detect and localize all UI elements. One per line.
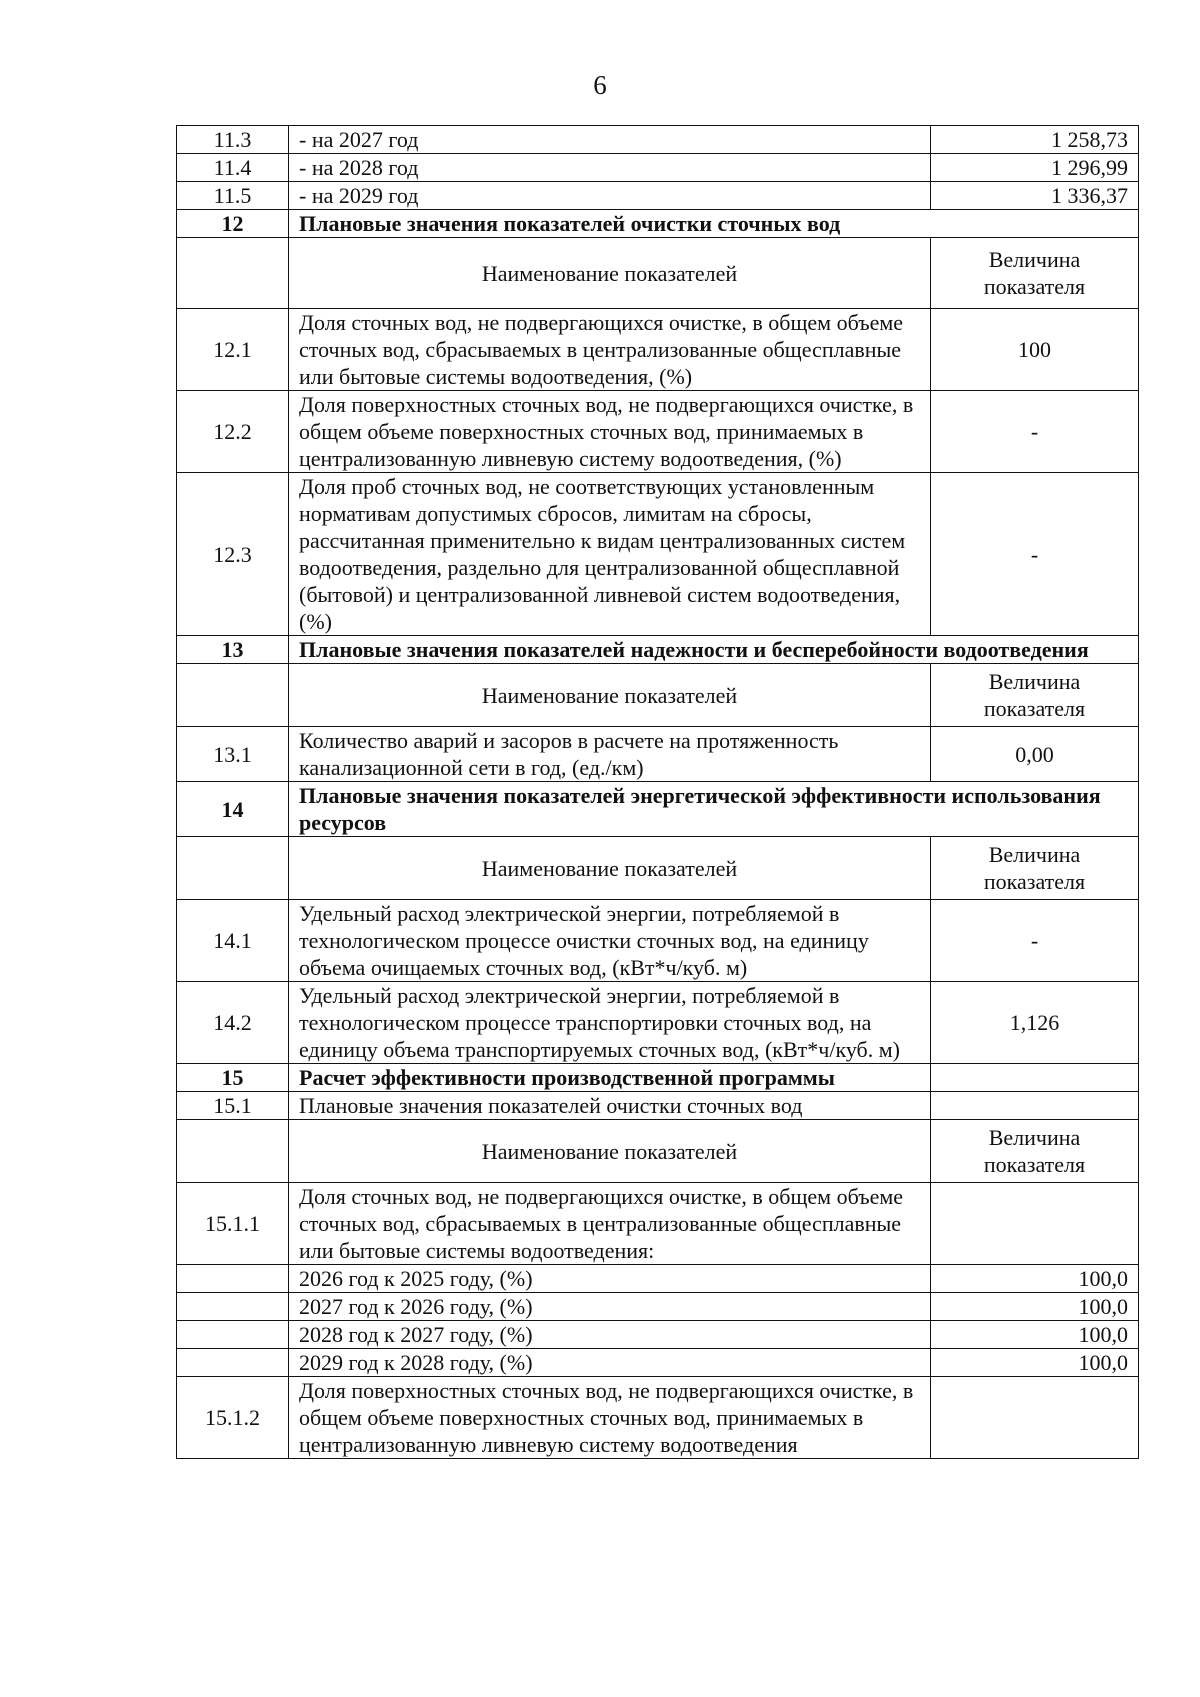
row-name: - на 2028 год bbox=[289, 154, 931, 182]
table-row bbox=[177, 900, 1139, 982]
row-name: 2026 год к 2025 году, (%) bbox=[289, 1265, 931, 1293]
row-number: 15.1.1 bbox=[177, 1183, 289, 1265]
row-number: 12.3 bbox=[177, 473, 289, 636]
table-row bbox=[177, 1377, 1139, 1459]
row-value: 1,126 bbox=[931, 982, 1139, 1064]
row-name: Удельный расход электрической энергии, потребляемой в технологическом процессе очистки сточных вод, на единицу объема очищаемых сточных вод, (кВт*ч/куб. м) bbox=[289, 900, 931, 982]
header-name: Наименование показателей bbox=[289, 664, 931, 727]
row-value: 100 bbox=[931, 309, 1139, 391]
indicators-table bbox=[176, 125, 1139, 1459]
row-number: 15.1 bbox=[177, 1092, 289, 1120]
column-header-row bbox=[177, 837, 1139, 900]
section-title: Плановые значения показателей энергетической эффективности использования ресурсов bbox=[289, 782, 1139, 837]
row-value: 1 336,37 bbox=[931, 182, 1139, 210]
table-row bbox=[177, 1293, 1139, 1321]
table-row bbox=[177, 154, 1139, 182]
row-value: 1 258,73 bbox=[931, 126, 1139, 154]
table-row bbox=[177, 126, 1139, 154]
row-value: 100,0 bbox=[931, 1293, 1139, 1321]
header-name: Наименование показателей bbox=[289, 1120, 931, 1183]
table-row bbox=[177, 1321, 1139, 1349]
section-row bbox=[177, 210, 1139, 238]
row-value: - bbox=[931, 473, 1139, 636]
row-name: - на 2027 год bbox=[289, 126, 931, 154]
column-header-row bbox=[177, 238, 1139, 309]
table-row bbox=[177, 1092, 1139, 1120]
row-value: 0,00 bbox=[931, 727, 1139, 782]
row-value: - bbox=[931, 391, 1139, 473]
section-row bbox=[177, 782, 1139, 837]
row-name: Доля поверхностных сточных вод, не подвергающихся очистке, в общем объеме поверхностных сточных вод, принимаемых в централизованную ливневую систему водоотведения bbox=[289, 1377, 931, 1459]
header-name: Наименование показателей bbox=[289, 837, 931, 900]
table-row bbox=[177, 473, 1139, 636]
row-value: 100,0 bbox=[931, 1265, 1139, 1293]
row-value: 100,0 bbox=[931, 1349, 1139, 1377]
page-number: 6 bbox=[593, 70, 607, 100]
row-name: Доля проб сточных вод, не соответствующих установленным нормативам допустимых сбросов, лимитам на сбросы, рассчитанная применительно к видам централизованных систем водоотведения, раздельно для централизованной общесплавной (бытовой) и централизованной ливневой систем водоотведения, (%) bbox=[289, 473, 931, 636]
header-value: Величина показателя bbox=[931, 837, 1139, 900]
section-number: 12 bbox=[177, 210, 289, 238]
table-row bbox=[177, 1265, 1139, 1293]
section-row bbox=[177, 1064, 1139, 1092]
table-row bbox=[177, 1349, 1139, 1377]
section-number: 14 bbox=[177, 782, 289, 837]
table-row bbox=[177, 727, 1139, 782]
table-row bbox=[177, 182, 1139, 210]
header-name: Наименование показателей bbox=[289, 238, 931, 309]
header-value: Величина показателя bbox=[931, 664, 1139, 727]
table-row bbox=[177, 391, 1139, 473]
header-value: Величина показателя bbox=[931, 1120, 1139, 1183]
row-number: 11.3 bbox=[177, 126, 289, 154]
row-number: 11.5 bbox=[177, 182, 289, 210]
section-title: Плановые значения показателей очистки сточных вод bbox=[289, 210, 1139, 238]
row-name: Доля сточных вод, не подвергающихся очистке, в общем объеме сточных вод, сбрасываемых в централизованные общесплавные или бытовые системы водоотведения, (%) bbox=[289, 309, 931, 391]
row-value: - bbox=[931, 900, 1139, 982]
row-name: Количество аварий и засоров в расчете на протяженность канализационной сети в год, (ед./км) bbox=[289, 727, 931, 782]
column-header-row bbox=[177, 1120, 1139, 1183]
row-name: 2027 год к 2026 году, (%) bbox=[289, 1293, 931, 1321]
table-row bbox=[177, 309, 1139, 391]
row-number: 15.1.2 bbox=[177, 1377, 289, 1459]
section-title: Расчет эффективности производственной программы bbox=[289, 1064, 931, 1092]
row-name: 2028 год к 2027 году, (%) bbox=[289, 1321, 931, 1349]
section-row bbox=[177, 636, 1139, 664]
row-name: - на 2029 год bbox=[289, 182, 931, 210]
column-header-row bbox=[177, 664, 1139, 727]
table-row bbox=[177, 1183, 1139, 1265]
header-value: Величина показателя bbox=[931, 238, 1139, 309]
row-name: Доля поверхностных сточных вод, не подвергающихся очистке, в общем объеме поверхностных сточных вод, принимаемых в централизованную ливневую систему водоотведения, (%) bbox=[289, 391, 931, 473]
row-number: 14.1 bbox=[177, 900, 289, 982]
row-number: 11.4 bbox=[177, 154, 289, 182]
row-number: 12.2 bbox=[177, 391, 289, 473]
row-number: 14.2 bbox=[177, 982, 289, 1064]
row-name: Плановые значения показателей очистки сточных вод bbox=[289, 1092, 931, 1120]
row-number: 12.1 bbox=[177, 309, 289, 391]
row-value: 100,0 bbox=[931, 1321, 1139, 1349]
row-name: Доля сточных вод, не подвергающихся очистке, в общем объеме сточных вод, сбрасываемых в централизованные общесплавные или бытовые системы водоотведения: bbox=[289, 1183, 931, 1265]
row-value: 1 296,99 bbox=[931, 154, 1139, 182]
section-number: 15 bbox=[177, 1064, 289, 1092]
section-title: Плановые значения показателей надежности и бесперебойности водоотведения bbox=[289, 636, 1139, 664]
row-name: Удельный расход электрической энергии, потребляемой в технологическом процессе транспортировки сточных вод, на единицу объема транспортируемых сточных вод, (кВт*ч/куб. м) bbox=[289, 982, 931, 1064]
row-number: 13.1 bbox=[177, 727, 289, 782]
table-row bbox=[177, 982, 1139, 1064]
section-number: 13 bbox=[177, 636, 289, 664]
row-name: 2029 год к 2028 году, (%) bbox=[289, 1349, 931, 1377]
